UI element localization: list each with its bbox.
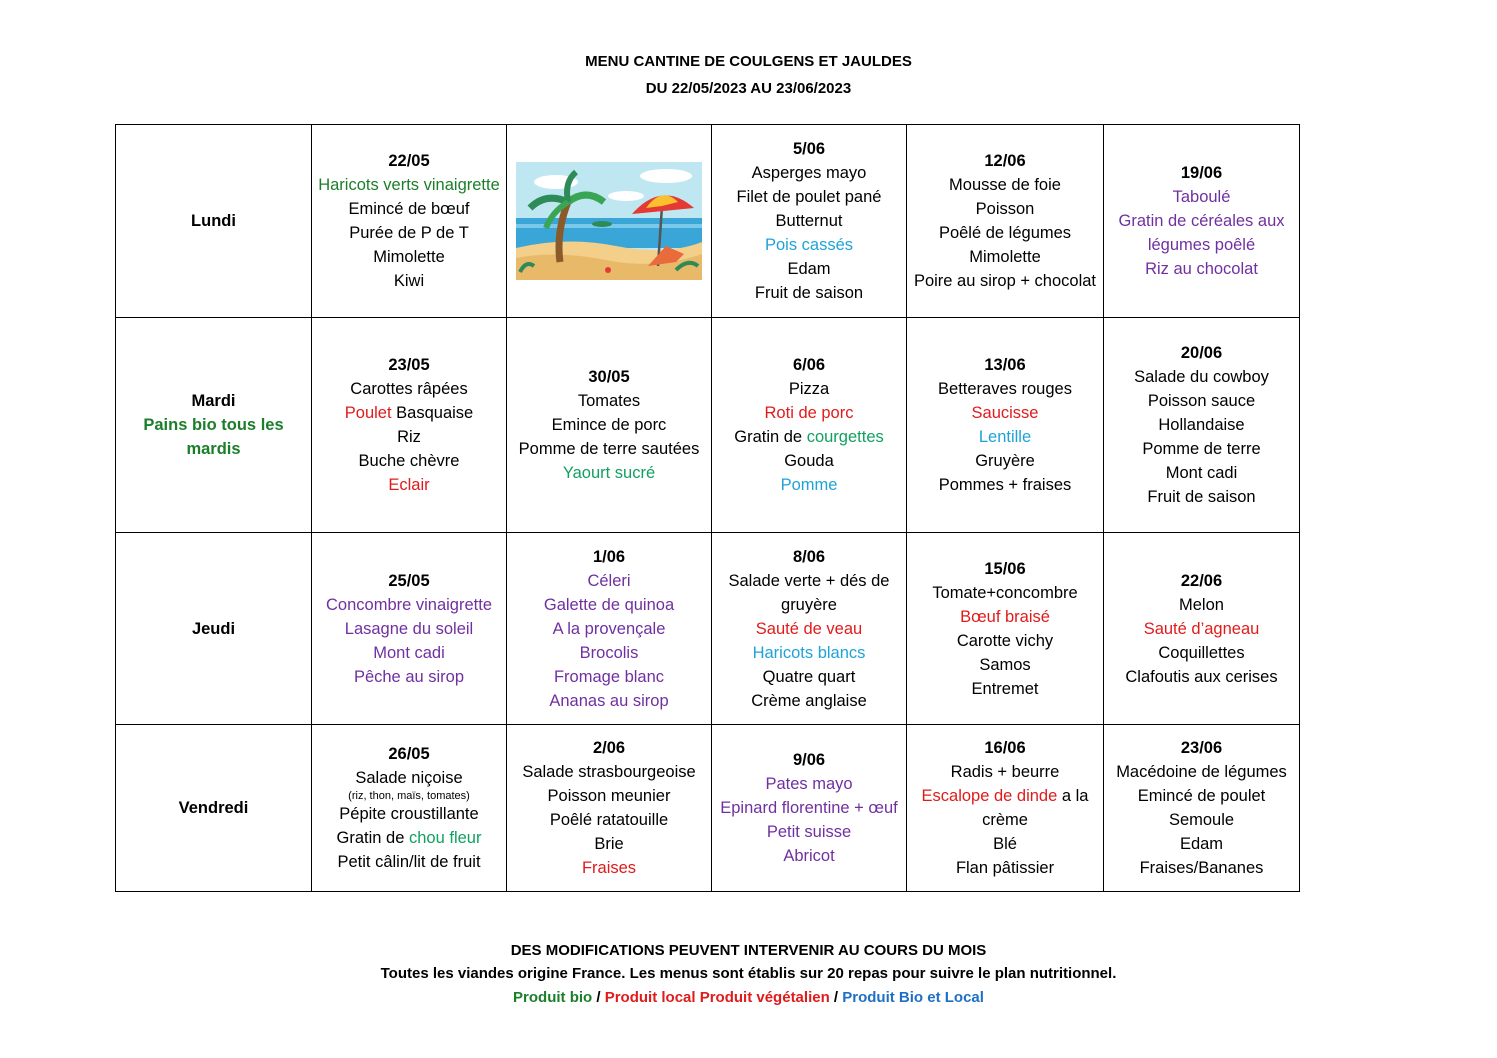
dish-item: Eclair xyxy=(388,476,430,494)
meal-date: 15/06 xyxy=(984,559,1026,578)
day-note: Pains bio tous les mardis xyxy=(143,416,284,458)
dish-item: Poisson meunier xyxy=(547,787,671,805)
dish-item: Taboulé xyxy=(1172,188,1231,206)
dish-item: Asperges mayo xyxy=(751,164,867,182)
menu-row-mardi xyxy=(116,318,1300,533)
dish-item: Abricot xyxy=(783,847,835,865)
meal-cell xyxy=(907,533,1104,725)
legend xyxy=(0,989,1497,1006)
info-text: Toutes les viandes origine France. Les menus sont établis sur 20 repas pour suivre le plan nutritionnel. xyxy=(380,965,1117,982)
meal-cell xyxy=(907,318,1104,533)
menu-table xyxy=(115,124,1300,892)
dish-part: Gratin de xyxy=(734,428,807,446)
dish-part: Basquaise xyxy=(391,404,474,422)
dish-item: Lentille xyxy=(978,428,1032,446)
meal-cell xyxy=(1104,725,1300,892)
dish-part: Poulet xyxy=(344,404,392,422)
dish-item: Mont cadi xyxy=(1165,464,1238,482)
dish-item: Roti de porc xyxy=(764,404,854,422)
meal-date: 25/05 xyxy=(388,571,430,590)
dish-item: Fruit de saison xyxy=(754,284,864,302)
meal-cell xyxy=(507,318,712,533)
meal-date: 2/06 xyxy=(592,739,626,757)
dish-item: Bœuf braisé xyxy=(960,607,1050,626)
meal-date: 6/06 xyxy=(792,356,826,374)
dish-item: Gruyère xyxy=(975,452,1035,470)
meal-date: 8/06 xyxy=(792,547,826,566)
dish-item: Brie xyxy=(594,835,624,853)
day-cell xyxy=(116,318,312,533)
dish-item xyxy=(314,401,504,425)
day-cell xyxy=(116,725,312,892)
dish-item: Gratin de céréales aux légumes poêlé xyxy=(1118,212,1285,254)
dish-item xyxy=(714,425,904,449)
holiday-cell xyxy=(507,125,712,318)
dish-item: Concombre vinaigrette xyxy=(326,595,492,614)
dish-item: Haricots blancs xyxy=(752,643,866,662)
dish-part: courgettes xyxy=(806,428,884,446)
dish-item: Céleri xyxy=(587,571,631,590)
meal-cell xyxy=(1104,533,1300,725)
dish-item: Pépite croustillante xyxy=(339,805,479,823)
dish-item: Fromage blanc xyxy=(553,667,665,686)
meal-date: 16/06 xyxy=(984,739,1026,757)
meal-date: 20/06 xyxy=(1180,344,1223,362)
dish-item: Salade du cowboy xyxy=(1134,368,1269,386)
dish-item: Yaourt sucré xyxy=(562,464,656,482)
legend-separator: / xyxy=(592,989,605,1006)
meal-date: 23/05 xyxy=(388,356,430,374)
dish-item: Semoule xyxy=(1168,811,1235,829)
meal-date: 23/06 xyxy=(1180,739,1223,757)
legend-bio: Produit bio xyxy=(513,989,593,1006)
dish-item: Purée de P de T xyxy=(349,224,469,242)
dish-item: Fruit de saison xyxy=(1147,488,1256,506)
meal-date: 9/06 xyxy=(792,751,826,769)
dish-item: Tomates xyxy=(577,392,641,410)
meal-date: 12/06 xyxy=(984,152,1026,170)
dish-item: Ananas au sirop xyxy=(549,691,669,710)
legend-separator: / xyxy=(829,989,843,1006)
beach-holiday-illustration xyxy=(516,162,702,280)
dish-item: Betteraves rouges xyxy=(938,380,1072,398)
dish-item: Blé xyxy=(993,835,1017,853)
dish-item: Poisson sauce Hollandaise xyxy=(1147,392,1256,434)
dish-item: Lasagne du soleil xyxy=(344,619,474,638)
dish-item: Epinard florentine + œuf xyxy=(720,799,898,817)
dish-part: Escalope de dinde xyxy=(921,787,1058,805)
meal-cell xyxy=(1104,125,1300,318)
dish-item: Pêche au sirop xyxy=(353,667,465,686)
dish-item: Filet de poulet pané xyxy=(736,188,882,206)
dish-item: Poêlé ratatouille xyxy=(549,811,669,829)
meal-cell xyxy=(312,318,507,533)
meal-cell xyxy=(712,125,907,318)
day-label: Vendredi xyxy=(178,799,249,817)
dish-item: Pates mayo xyxy=(765,775,853,793)
day-label: Mardi xyxy=(191,392,236,410)
dish-item: Poêlé de légumes xyxy=(938,224,1072,242)
dish-part: Gratin de xyxy=(336,829,409,847)
meal-cell xyxy=(507,725,712,892)
meal-date: 22/06 xyxy=(1180,571,1223,590)
dish-item: Quatre quart xyxy=(762,667,856,686)
dish-item: Mousse de foie xyxy=(949,176,1061,194)
legend-local: Produit local Produit végétalien xyxy=(604,989,830,1006)
dish-item: Salade verte + dés de gruyère xyxy=(728,571,890,614)
day-label: Lundi xyxy=(191,212,236,230)
dish-item: A la provençale xyxy=(552,619,666,638)
dish-item: Fraises/Bananes xyxy=(1139,859,1264,877)
dish-item: Kiwi xyxy=(393,272,425,290)
menu-row-lundi xyxy=(116,125,1300,318)
dish-item: Riz au chocolat xyxy=(1145,260,1258,278)
menu-row-jeudi xyxy=(116,533,1300,725)
dish-item: Carottes râpées xyxy=(350,380,468,398)
dish-item: Petit câlin/lit de fruit xyxy=(337,853,481,871)
dish-part: chou fleur xyxy=(409,829,482,847)
dish-item: Melon xyxy=(1179,595,1224,614)
dish-item: Salade niçoise xyxy=(355,769,463,787)
dish-item: Radis + beurre xyxy=(950,763,1060,781)
dish-item: Macédoine de légumes xyxy=(1116,763,1287,781)
meal-cell xyxy=(907,725,1104,892)
dish-item: Flan pâtissier xyxy=(955,859,1055,877)
dish-item: Petit suisse xyxy=(766,823,852,841)
dish-item: (riz, thon, maïs, tomates) xyxy=(348,790,470,802)
meal-cell xyxy=(712,533,907,725)
dish-item: Riz xyxy=(397,428,421,446)
meal-cell xyxy=(312,125,507,318)
dish-item: Poisson xyxy=(975,200,1035,218)
meal-date: 30/05 xyxy=(588,368,630,386)
dish-item: Salade strasbourgeoise xyxy=(522,763,696,781)
dish-item: Pomme de terre xyxy=(1142,440,1261,458)
day-label: Jeudi xyxy=(191,619,236,638)
dish-item: Sauté d’agneau xyxy=(1143,619,1260,638)
dish-item: Galette de quinoa xyxy=(543,595,675,614)
dish-item: Mimolette xyxy=(373,248,445,266)
dish-item: Butternut xyxy=(775,212,843,230)
dish-item: Emincé de bœuf xyxy=(348,200,470,218)
dish-item: Buche chèvre xyxy=(358,452,460,470)
meal-cell xyxy=(907,125,1104,318)
legend-bio-local: Produit Bio et Local xyxy=(842,989,984,1006)
dish-item: Poire au sirop + chocolat xyxy=(913,272,1097,290)
page-subtitle: DU 22/05/2023 AU 23/06/2023 xyxy=(645,80,852,97)
dish-item: Pomme xyxy=(780,476,838,494)
dish-item: Pois cassés xyxy=(764,236,854,254)
meal-cell xyxy=(312,533,507,725)
dish-item: Samos xyxy=(979,655,1031,674)
meal-date: 19/06 xyxy=(1180,164,1223,182)
dish-item: Pommes + fraises xyxy=(938,476,1072,494)
meal-date: 1/06 xyxy=(592,547,626,566)
dish-item: Tomate+concombre xyxy=(932,583,1078,602)
dish-item: Sauté de veau xyxy=(755,619,863,638)
meal-date: 13/06 xyxy=(984,356,1026,374)
dish-item: Coquillettes xyxy=(1158,643,1245,662)
dish-item: Haricots verts vinaigrette xyxy=(318,176,500,194)
day-cell xyxy=(116,533,312,725)
menu-row-vendredi xyxy=(116,725,1300,892)
dish-item: Pomme de terre sautées xyxy=(518,440,700,458)
meal-cell xyxy=(1104,318,1300,533)
dish-item: Gouda xyxy=(784,452,834,470)
dish-item xyxy=(909,784,1101,832)
dish-item: Carotte vichy xyxy=(956,631,1054,650)
day-cell xyxy=(116,125,312,318)
dish-item: Crème anglaise xyxy=(751,691,867,710)
meal-date: 5/06 xyxy=(792,140,826,158)
notice-text: DES MODIFICATIONS PEUVENT INTERVENIR AU COURS DU MOIS xyxy=(510,942,987,959)
meal-cell xyxy=(312,725,507,892)
dish-part: a la crème xyxy=(982,787,1089,829)
meal-cell xyxy=(507,533,712,725)
dish-item: Saucisse xyxy=(971,404,1039,422)
dish-item: Pizza xyxy=(788,380,830,398)
dish-item: Entremet xyxy=(971,679,1039,698)
meal-cell xyxy=(712,725,907,892)
dish-item: Mont cadi xyxy=(373,643,445,662)
dish-item: Edam xyxy=(1179,835,1224,853)
dish-item: Clafoutis aux cerises xyxy=(1125,667,1278,686)
dish-item: Mimolette xyxy=(969,248,1041,266)
dish-item xyxy=(314,826,504,850)
dish-item: Fraises xyxy=(581,859,637,877)
dish-item: Edam xyxy=(787,260,831,278)
meal-date: 26/05 xyxy=(388,745,430,763)
page-title: MENU CANTINE DE COULGENS ET JAULDES xyxy=(585,53,912,70)
meal-date: 22/05 xyxy=(388,152,430,170)
dish-item: Emincé de poulet xyxy=(1137,787,1266,805)
meal-cell xyxy=(712,318,907,533)
dish-item: Emince de porc xyxy=(551,416,667,434)
dish-item: Brocolis xyxy=(579,643,639,662)
